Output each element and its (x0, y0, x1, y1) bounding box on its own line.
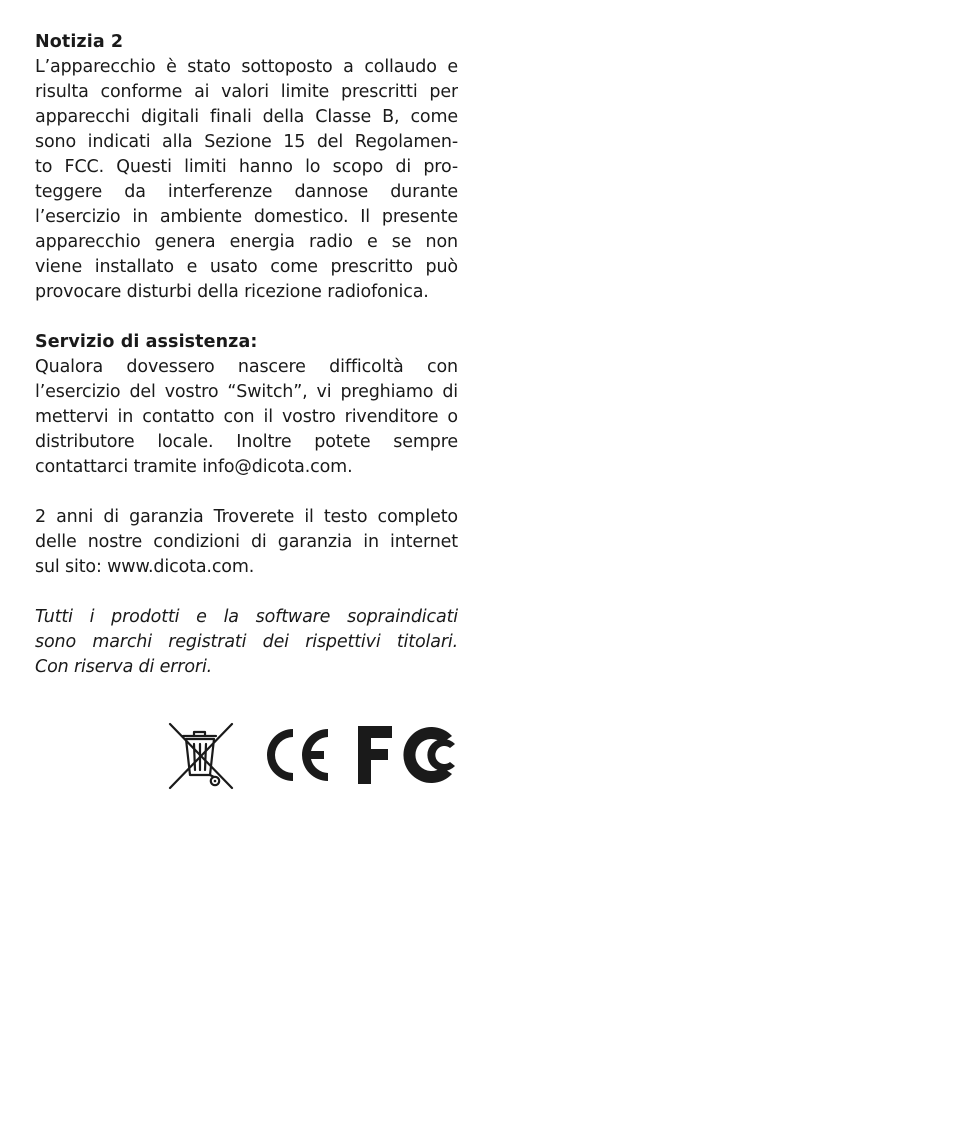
notice-line: L’apparecchio è stato sottoposto a collaudo e (35, 57, 458, 77)
fcc-mark-icon (356, 722, 458, 788)
notice-line: teggere da interferenze dannose durante (35, 182, 458, 202)
service-line: distributore locale. Inoltre potete sempre (35, 432, 458, 452)
ce-text: CE (262, 725, 264, 726)
notice-line: apparecchi digitali finali della Classe B, come (35, 107, 458, 127)
fcc-text: FC (356, 722, 358, 723)
document-column (35, 30, 458, 680)
notice-line: l’esercizio in ambiente domestico. Il presente (35, 207, 458, 227)
warranty-line: sul sito: www.dicota.com. (35, 557, 255, 577)
notice-paragraph (35, 55, 458, 305)
warranty-line: delle nostre condizioni di garanzia in internet (35, 532, 458, 552)
service-paragraph (35, 355, 458, 480)
service-line: mettervi in contatto con il vostro rivenditore o (35, 407, 458, 427)
trademark-line: Tutti i prodotti e la software sopraindicati (35, 607, 458, 627)
ce-mark-icon (262, 725, 332, 785)
trademark-line: Con riserva di errori. (35, 657, 213, 677)
service-heading: Servizio di assistenza: (35, 332, 258, 352)
notice-line: viene installato e usato come prescritto può (35, 257, 458, 277)
notice-line: to FCC. Questi limiti hanno lo scopo di pro- (35, 157, 458, 177)
warranty-line: 2 anni di garanzia Troverete il testo completo (35, 507, 458, 527)
notice-line: apparecchio genera energia radio e se non (35, 232, 458, 252)
service-line: contattarci tramite info@dicota.com. (35, 457, 353, 477)
notice-line: sono indicati alla Sezione 15 del Regolamen- (35, 132, 458, 152)
service-line: Qualora dovessero nascere difficoltà con (35, 357, 458, 377)
service-line: l’esercizio del vostro “Switch”, vi preghiamo di (35, 382, 458, 402)
notice-line: risulta conforme ai valori limite prescritti per (35, 82, 458, 102)
certification-logos (160, 718, 460, 794)
crossed-out-wheelie-bin-icon (166, 720, 236, 792)
trademark-paragraph (35, 605, 458, 680)
notice-heading: Notizia 2 (35, 32, 124, 52)
notice-line: provocare disturbi della ricezione radiofonica. (35, 282, 429, 302)
warranty-paragraph (35, 505, 458, 580)
trademark-line: sono marchi registrati dei rispettivi titolari. (35, 632, 458, 652)
